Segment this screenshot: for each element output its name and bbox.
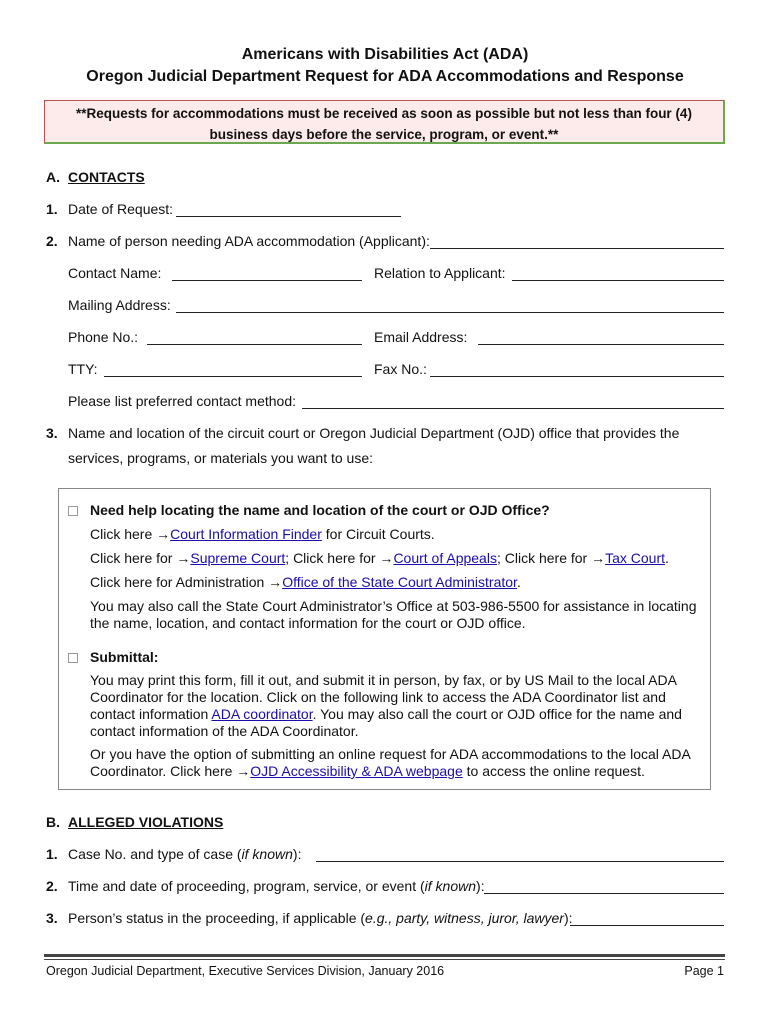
section-a-heading [46, 169, 145, 185]
submittal-line-6-post: to access the online request. [462, 763, 645, 779]
form-subtitle: Oregon Judicial Department Request for ADA Accommodations and Response [86, 68, 684, 85]
case-no-label [68, 846, 301, 862]
b-q1-number: 1. [46, 846, 58, 862]
help-line-3-pre: Click here for Administration → [90, 574, 283, 590]
help-line-2-mid1: ; Click here for → [285, 550, 394, 566]
help-line-2-mid2: ; Click here for → [496, 550, 606, 566]
section-b-title: ALLEGED VIOLATIONS [68, 814, 224, 830]
state-court-admin-link[interactable]: Office of the State Court Administrator [282, 574, 517, 590]
submittal-line-3 [90, 706, 682, 723]
preferred-contact-label: Please list preferred contact method: [68, 393, 297, 409]
submittal-checkbox[interactable] [68, 653, 78, 663]
case-no-post: ): [292, 846, 302, 862]
phone-label: Phone No.: [68, 329, 139, 345]
case-no-field[interactable] [316, 861, 724, 862]
date-of-request-field[interactable] [176, 216, 401, 217]
proceeding-time-post: ): [476, 878, 485, 894]
proceeding-time-label [68, 878, 485, 894]
preferred-contact-field[interactable] [302, 408, 724, 409]
help-line-2-post: . [665, 550, 669, 566]
section-a-letter: A. [46, 169, 60, 185]
b-q3-number: 3. [46, 910, 58, 926]
ojd-ada-webpage-link[interactable]: OJD Accessibility & ADA webpage [250, 763, 463, 779]
supreme-court-link[interactable]: Supreme Court [190, 550, 286, 566]
email-label: Email Address: [374, 329, 468, 345]
person-status-italic: e.g., party, witness, juror, lawyer [365, 910, 564, 926]
court-location-label-1: Name and location of the circuit court or Oregon Judicial Department (OJD) office that provides the [68, 425, 680, 441]
section-a-title: CONTACTS [68, 169, 145, 185]
person-status-label [68, 910, 573, 926]
case-no-italic: if known [241, 846, 293, 862]
notice-line-2: business days before the service, program, or event.** [209, 127, 559, 142]
phone-field[interactable] [147, 344, 362, 345]
proceeding-time-italic: if known [424, 878, 477, 894]
proceeding-time-field[interactable] [484, 893, 724, 894]
q1-number: 1. [46, 201, 58, 217]
submittal-line-3-post: . You may also call the court or OJD office for the name and [312, 706, 682, 722]
mailing-address-field[interactable] [176, 312, 724, 313]
ada-coordinator-link[interactable]: ADA coordinator [211, 706, 313, 722]
section-b-letter: B. [46, 814, 60, 830]
help-heading: Need help locating the name and location of the court or OJD Office? [90, 502, 550, 518]
court-location-label-2: services, programs, or materials you want to use: [68, 450, 374, 466]
tty-label: TTY: [68, 361, 98, 377]
help-line-1-pre: Click here → [90, 526, 171, 542]
help-line-1 [90, 526, 435, 543]
submittal-line-1: You may print this form, fill it out, and submit it in person, by fax, or by US Mail to the local ADA [90, 672, 677, 688]
mailing-address-label: Mailing Address: [68, 297, 171, 313]
help-line-4a: You may also call the State Court Administrator’s Office at 503-986-5500 for assistance in locating [90, 598, 697, 614]
contact-name-label: Contact Name: [68, 265, 162, 281]
submittal-line-2: Coordinator for the location. Click on the following link to access the ADA Coordinator list and [90, 689, 666, 705]
person-status-pre: Person’s status in the proceeding, if applicable ( [68, 910, 366, 926]
tax-court-link[interactable]: Tax Court [605, 550, 666, 566]
proceeding-time-pre: Time and date of proceeding, program, service, or event ( [68, 878, 425, 894]
submittal-line-5: Or you have the option of submitting an online request for ADA accommodations to the local ADA [90, 746, 691, 762]
applicant-name-field[interactable] [430, 248, 724, 249]
b-q2-number: 2. [46, 878, 58, 894]
fax-field[interactable] [430, 376, 724, 377]
help-line-2-pre: Click here for → [90, 550, 191, 566]
submittal-heading: Submittal: [90, 649, 159, 665]
case-no-pre: Case No. and type of case ( [68, 846, 242, 862]
footer-rule-thin [44, 959, 725, 960]
footer-page-number: Page 1 [684, 964, 724, 978]
relation-label: Relation to Applicant: [374, 265, 506, 281]
applicant-name-label: Name of person needing ADA accommodation (Applicant): [68, 233, 430, 249]
court-of-appeals-link[interactable]: Court of Appeals [393, 550, 497, 566]
help-line-3-post: . [516, 574, 521, 590]
help-line-3 [90, 574, 521, 591]
submittal-line-3-pre: contact information [90, 706, 212, 722]
footer-left: Oregon Judicial Department, Executive Services Division, January 2016 [46, 964, 445, 978]
footer-rule-thick [44, 954, 725, 957]
notice-box [44, 100, 725, 144]
submittal-line-6-pre: Coordinator. Click here → [90, 763, 251, 779]
help-checkbox[interactable] [68, 506, 78, 516]
help-info-box [58, 488, 711, 790]
section-b-heading [46, 814, 223, 830]
person-status-field[interactable] [570, 925, 724, 926]
submittal-line-6 [90, 763, 645, 780]
form-title: Americans with Disabilities Act (ADA) [241, 46, 529, 63]
notice-line-1: **Requests for accommodations must be received as soon as possible but not less than four (4) [76, 106, 692, 121]
person-status-post: ): [563, 910, 573, 926]
q3-number: 3. [46, 425, 58, 441]
relation-field[interactable] [512, 280, 724, 281]
tty-field[interactable] [104, 376, 362, 377]
submittal-line-4: contact information of the ADA Coordinator. [90, 723, 359, 739]
help-line-1-post: for Circuit Courts. [321, 526, 435, 542]
email-field[interactable] [478, 344, 724, 345]
help-line-2 [90, 550, 669, 567]
court-info-finder-link[interactable]: Court Information Finder [170, 526, 322, 542]
contact-name-field[interactable] [172, 280, 362, 281]
date-of-request-label: Date of Request: [68, 201, 174, 217]
help-line-4b: the name, location, and contact information for the court or OJD office. [90, 615, 526, 631]
fax-label: Fax No.: [374, 361, 427, 377]
q2-number: 2. [46, 233, 58, 249]
